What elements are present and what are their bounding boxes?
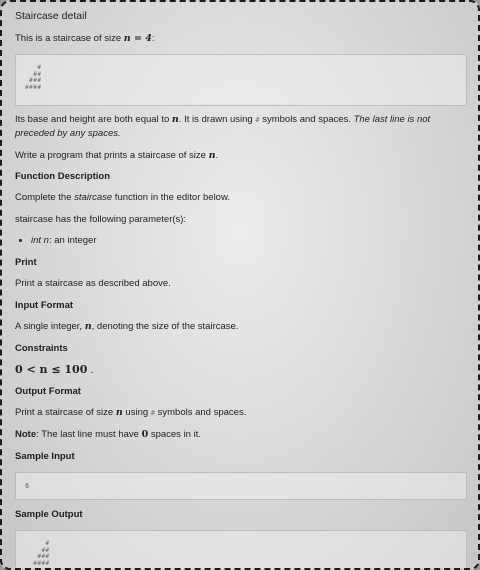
staircase-line: ## [25, 70, 42, 78]
function-description-heading: Function Description [15, 171, 110, 182]
sample-input-box [15, 472, 467, 500]
staircase-line: # [25, 540, 50, 547]
staircase-line: #### [25, 559, 50, 567]
input-format-text: A single integer, n, denoting the size of the staircase. [15, 321, 239, 332]
function-description-text: Complete the staircase function in the editor below. [15, 192, 230, 203]
staircase-line: # [25, 64, 42, 71]
input-format-heading: Input Format [15, 300, 74, 311]
parameters-text: staircase has the following parameter(s): [15, 214, 187, 225]
staircase-line: #### [25, 83, 42, 91]
print-text: Print a staircase as described above. [15, 278, 171, 289]
sample-output-box [15, 530, 467, 570]
task-text: Write a program that prints a staircase of size n. [15, 150, 219, 161]
description: Its base and height are both equal to n. It is drawn using # symbols and spaces. The last line is not preceded by any spaces. [15, 114, 431, 139]
hash-symbol: # [255, 116, 260, 124]
hash-symbol: # [150, 409, 155, 417]
page-title: Staircase detail [15, 10, 87, 22]
staircase-line: ## [25, 546, 50, 554]
sample-staircase [25, 65, 41, 91]
constraints-heading: Constraints [15, 343, 68, 354]
list-item: • int n: an integer [31, 234, 467, 247]
sample-input-heading: Sample Input [15, 451, 75, 462]
output-format-heading: Output Format [15, 386, 81, 397]
problem-statement [15, 9, 467, 570]
staircase-line: ### [25, 77, 42, 84]
sample-output-heading: Sample Output [15, 509, 83, 520]
intro-text: This is a staircase of size n = 4: [15, 33, 155, 44]
intro-math: n = 4 [123, 33, 152, 44]
output-format-text: Print a staircase of size n using # symbols and spaces. [15, 407, 247, 418]
output-note: Note: The last line must have 0 spaces in it. [15, 429, 201, 440]
sample-input-value: 6 [25, 482, 30, 490]
sample-output [25, 541, 50, 567]
print-heading: Print [15, 257, 37, 268]
constraints-text: 0 < n ≤ 100 . [15, 363, 94, 376]
staircase-line: ### [25, 553, 50, 560]
parameter-list [15, 234, 467, 247]
sample-staircase-box [15, 54, 467, 106]
description-note: The last line is not preceded by any spaces. [15, 114, 431, 139]
